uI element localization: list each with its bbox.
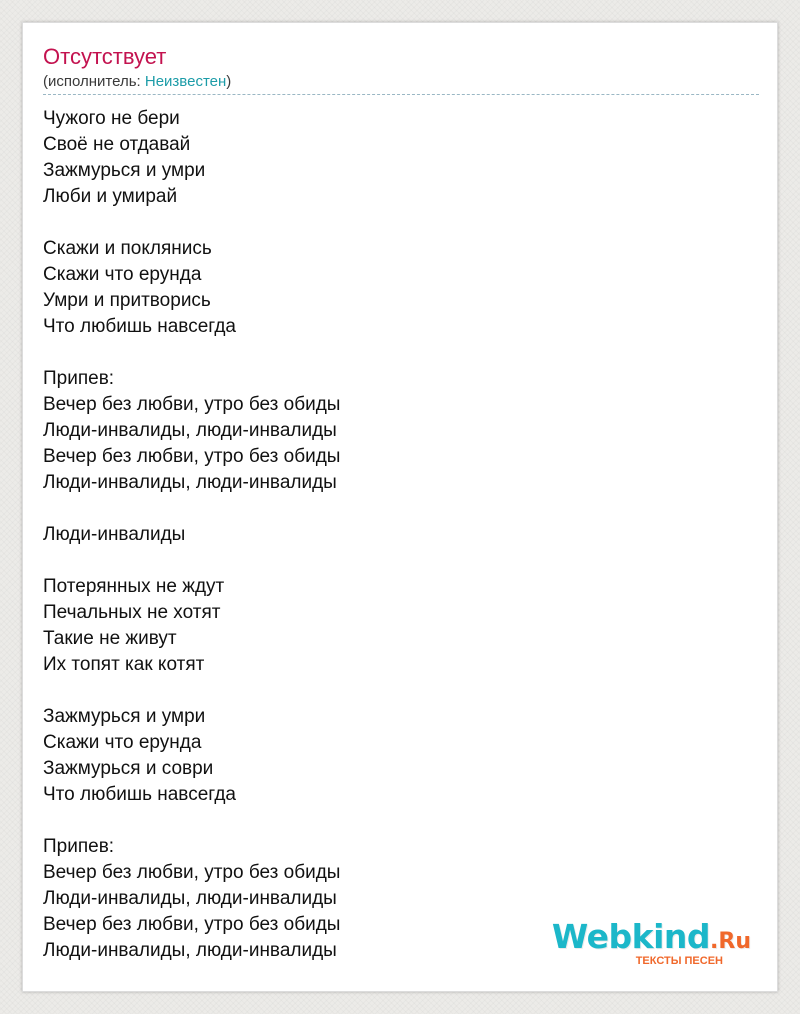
lyric-blank-line	[43, 210, 759, 236]
lyric-line: Что любишь навсегда	[43, 784, 236, 805]
lyric-line: Потерянных не ждут	[43, 576, 225, 597]
lyrics-body	[43, 106, 759, 964]
lyric-line: Люди-инвалиды	[43, 524, 186, 545]
lyric-blank-line	[43, 678, 759, 704]
logo-name: Webkind	[551, 917, 711, 956]
artist-name-link[interactable]: Неизвестен	[144, 73, 227, 90]
logo-tagline: ТЕКСТЫ ПЕСЕН	[635, 955, 723, 967]
lyric-line: Припев:	[43, 836, 115, 857]
lyric-blank-line	[43, 496, 759, 522]
lyrics-sheet	[22, 22, 778, 992]
artist-line	[43, 72, 759, 92]
lyric-line: Припев:	[43, 368, 115, 389]
lyric-line: Вечер без любви, утро без обиды	[43, 394, 341, 415]
lyric-line: Зажмурься и умри	[43, 160, 206, 181]
site-logo[interactable]	[551, 917, 751, 967]
lyric-line: Люби и умирай	[43, 186, 178, 207]
artist-prefix: (исполнитель:	[43, 73, 145, 90]
lyric-line: Что любишь навсегда	[43, 316, 236, 337]
song-header	[43, 43, 759, 92]
lyric-line: Скажи что ерунда	[43, 732, 202, 753]
header-divider	[43, 94, 759, 95]
lyric-line: Печальных не хотят	[43, 602, 221, 623]
lyric-line: Их топят как котят	[43, 654, 205, 675]
lyric-line: Зажмурься и умри	[43, 706, 206, 727]
lyric-line: Люди-инвалиды, люди-инвалиды	[43, 420, 337, 441]
lyric-line: Вечер без любви, утро без обиды	[43, 446, 341, 467]
artist-suffix: )	[226, 73, 232, 90]
lyric-line: Чужого не бери	[43, 108, 180, 129]
lyric-line: Люди-инвалиды, люди-инвалиды	[43, 472, 337, 493]
lyric-line: Люди-инвалиды, люди-инвалиды	[43, 940, 337, 961]
lyric-line: Люди-инвалиды, люди-инвалиды	[43, 888, 337, 909]
lyric-line: Вечер без любви, утро без обиды	[43, 914, 341, 935]
lyric-blank-line	[43, 808, 759, 834]
lyric-line: Умри и притворись	[43, 290, 211, 311]
lyric-line: Такие не живут	[43, 628, 177, 649]
lyric-line: Скажи что ерунда	[43, 264, 202, 285]
song-title: Отсутствует	[43, 44, 167, 69]
logo-tld: .Ru	[710, 929, 751, 954]
lyric-blank-line	[43, 548, 759, 574]
lyric-line: Зажмурься и соври	[43, 758, 214, 779]
lyric-line: Вечер без любви, утро без обиды	[43, 862, 341, 883]
lyric-blank-line	[43, 340, 759, 366]
lyric-line: Скажи и поклянись	[43, 238, 212, 259]
logo-wordmark	[551, 917, 751, 959]
lyric-line: Своё не отдавай	[43, 134, 191, 155]
